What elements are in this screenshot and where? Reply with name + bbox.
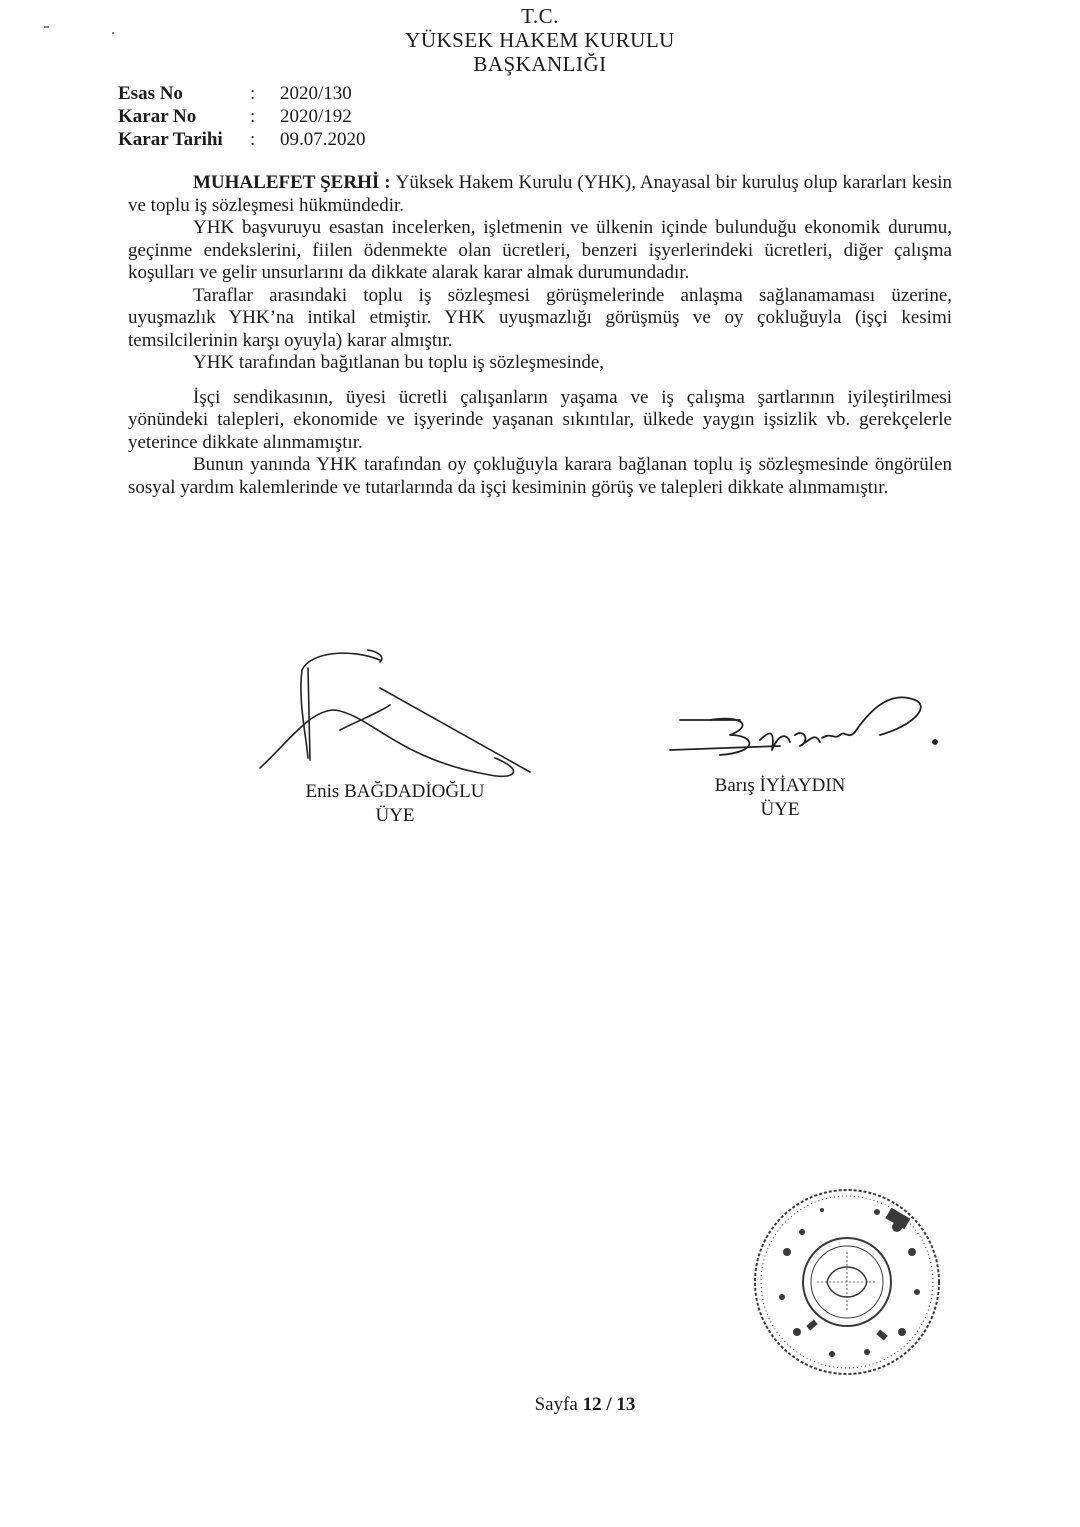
- signatory-left: [270, 780, 520, 828]
- page-number: 12: [582, 1394, 602, 1415]
- signatory-title: ÜYE: [375, 805, 415, 826]
- paragraph: Bunun yanında YHK tarafından oy çokluğuyla karara bağlanan toplu iş sözleşmesinde öngörülen sosyal yardım kalemlerinde ve tutarlarında da işçi kesiminin görüş ve talepleri dikkate alınmamıştır.: [128, 454, 952, 498]
- paragraph: YHK tarafından bağıtlanan bu toplu iş sözleşmesinde,: [193, 352, 605, 373]
- meta-colon: :: [250, 83, 256, 104]
- paragraph: Taraflar arasındaki toplu iş sözleşmesi görüşmelerinde anlaşma sağlanamaması üzerine, uyuşmazlık YHK’na intikal etmiştir. YHK uyuşmazlığı görüşmüş ve oy çokluğuyla (işçi kesimi temsilcilerinin karşı oyuyla) karar almıştır.: [128, 284, 952, 351]
- meta-row-date: [118, 128, 366, 151]
- signature-left: [240, 640, 540, 790]
- page-total: 13: [616, 1394, 636, 1415]
- official-seal-stamp: [747, 1182, 947, 1382]
- document-header: [340, 4, 740, 76]
- paragraph-lead: [128, 172, 952, 217]
- meta-value: 2020/130: [280, 83, 352, 104]
- meta-label: Esas No: [118, 83, 183, 104]
- signatory-name: Enis BAĞDADİOĞLU: [305, 781, 485, 802]
- dissent-body: [128, 172, 952, 499]
- meta-colon: :: [250, 129, 256, 150]
- meta-value: 2020/192: [280, 106, 352, 127]
- header-line-tc: T.C.: [521, 4, 559, 28]
- signatory-name: Barış İYİAYDIN: [714, 775, 846, 796]
- meta-colon: :: [250, 106, 256, 127]
- meta-label: Karar Tarihi: [118, 129, 223, 150]
- page-separator: /: [606, 1394, 612, 1415]
- meta-label: Karar No: [118, 106, 197, 127]
- meta-value: 09.07.2020: [280, 129, 366, 150]
- scan-speck: [44, 26, 49, 28]
- header-line-presidency: BAŞKANLIĞI: [473, 52, 607, 76]
- meta-row-esas: [118, 82, 366, 105]
- signatory-right: [680, 774, 880, 822]
- page-label: Sayfa: [534, 1394, 578, 1415]
- paragraph: YHK başvuruyu esastan incelerken, işletmenin ve ülkenin içinde bulunduğu ekonomik durumu, geçinme endekslerini, fiilen ödenmekte olan ücretleri, benzeri işyerlerindeki ücretleri, diğer çalışma koşulları ve gelir unsurlarını da dikkate alarak karar almak durumundadır.: [128, 217, 952, 283]
- header-line-institution: YÜKSEK HAKEM KURULU: [405, 28, 675, 52]
- case-metadata: [118, 82, 366, 151]
- signature-right: [660, 680, 950, 780]
- dissent-separator: :: [379, 172, 396, 193]
- paragraph: İşçi sendikasının, üyesi ücretli çalışanların yaşama ve iş çalışma şartlarının iyileştirilmesi yönündeki talepleri, ekonomide ve işyerinde yaşanan sıkıntılar, ülkede yaygın işsizlik vb. gerekçelerle yeterince dikkate alınmamıştır.: [128, 386, 952, 453]
- meta-row-karar: [118, 105, 366, 128]
- scan-speck: [112, 32, 114, 34]
- dissent-lead-text: Yüksek Hakem Kurulu (YHK), Anayasal bir kuruluş olup kararları kesin ve toplu iş sözleşmesi hükmündedir.: [128, 172, 953, 216]
- page-footer: [450, 1394, 720, 1416]
- dissent-label: MUHALEFET ŞERHİ: [193, 172, 380, 193]
- signatory-title: ÜYE: [760, 799, 800, 820]
